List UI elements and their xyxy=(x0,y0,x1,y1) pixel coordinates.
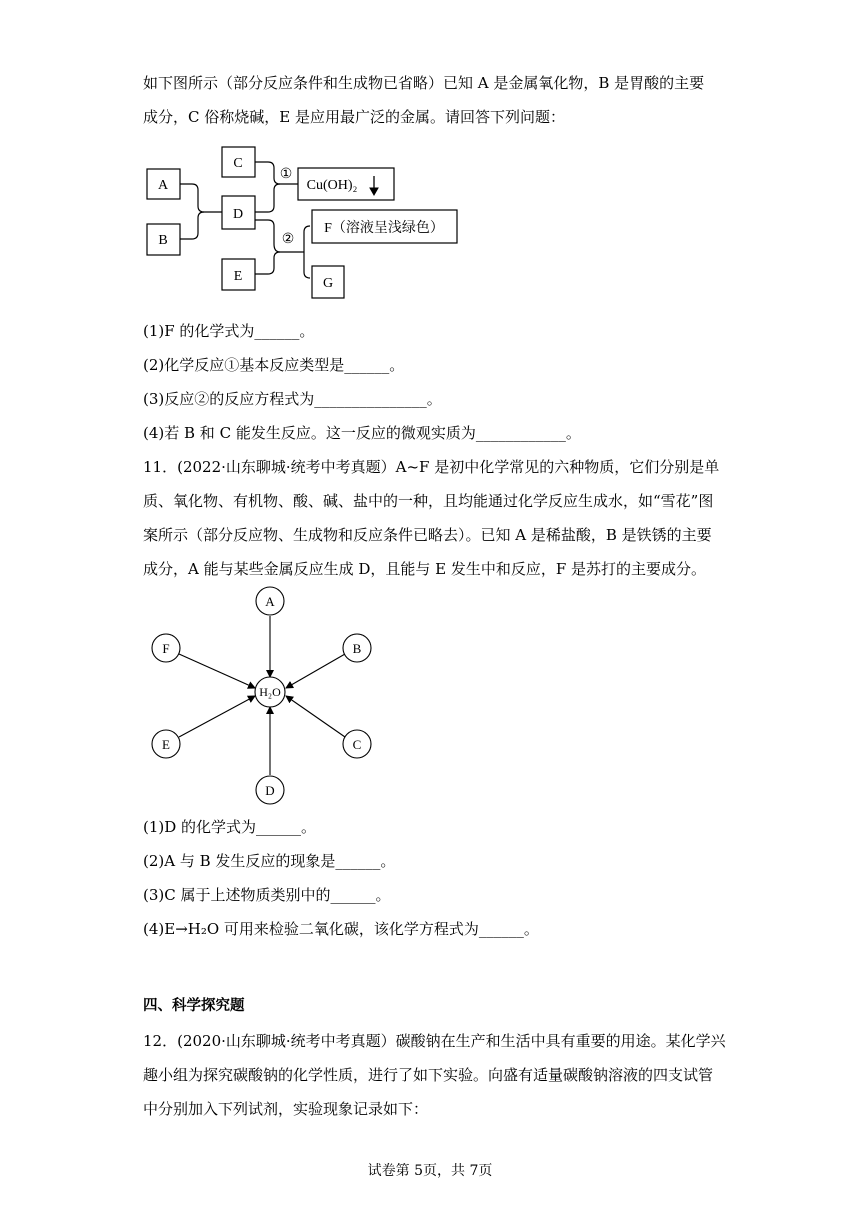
q10-sub2: (2)化学反应①基本反应类型是______。 xyxy=(143,356,405,374)
section-heading: 四、科学探究题 xyxy=(143,998,245,1014)
center-label: H₂O xyxy=(259,685,281,699)
q12-line1: 12．(2020·山东聊城·统考中考真题）碳酸钠在生产和生活中具有重要的用途。某化学兴 xyxy=(143,1032,726,1050)
q10-sub4: (4)若 B 和 C 能发生反应。这一反应的微观实质为____________。 xyxy=(143,424,581,442)
node-label-c: C xyxy=(352,737,362,752)
label-e: E xyxy=(233,269,243,284)
node-label-d: D xyxy=(265,783,275,798)
page-footer: 试卷第 5页，共 7页 xyxy=(367,1163,493,1179)
q11-line4: 成分，A 能与某些金属反应生成 D，且能与 E 发生中和反应，F 是苏打的主要成分。 xyxy=(143,560,707,578)
q11-sub2: (2)A 与 B 发生反应的现象是______。 xyxy=(143,852,396,870)
snowflake-diagram xyxy=(140,585,390,810)
q10-sub1: (1)F 的化学式为______。 xyxy=(143,322,315,340)
product1-label: Cu(OH)₂ xyxy=(306,178,358,193)
q11-sub1: (1)D 的化学式为______。 xyxy=(143,818,317,836)
q10-sub3: (3)反应②的反应方程式为_______________。 xyxy=(143,390,442,408)
reaction2-marker: ② xyxy=(281,232,295,247)
reaction-flow-diagram xyxy=(140,140,470,310)
q10-intro-line1: 如下图所示（部分反应条件和生成物已省略）已知 A 是金属氧化物，B 是胃酸的主要 xyxy=(143,74,705,92)
node-label-e: E xyxy=(162,737,170,752)
q10-intro-line2: 成分，C 俗称烧碱，E 是应用最广泛的金属。请回答下列问题： xyxy=(143,108,565,126)
q11-line1: 11．(2022·山东聊城·统考中考真题）A~F 是初中化学常见的六种物质，它们分别是单 xyxy=(143,458,720,476)
precipitate-arrow-icon xyxy=(370,176,378,195)
label-a: A xyxy=(157,178,169,193)
q12-line2: 趣小组为探究碳酸钠的化学性质，进行了如下实验。向盛有适量碳酸钠溶液的四支试管 xyxy=(143,1066,714,1084)
reaction1-marker: ① xyxy=(279,167,293,182)
label-c: C xyxy=(233,156,243,171)
product2-label: F（溶液呈浅绿色） xyxy=(324,221,444,236)
q11-line2: 质、氧化物、有机物、酸、碱、盐中的一种，且均能通过化学反应生成水，如“雪花”图 xyxy=(143,492,714,510)
node-label-a: A xyxy=(265,594,275,609)
q11-line3: 案所示（部分反应物、生成物和反应条件已略去）。已知 A 是稀盐酸，B 是铁锈的主要 xyxy=(143,526,712,544)
q12-line3: 中分别加入下列试剂，实验现象记录如下： xyxy=(143,1100,429,1118)
node-label-f: F xyxy=(162,641,170,656)
q11-sub3: (3)C 属于上述物质类别中的______。 xyxy=(143,886,391,904)
label-d: D xyxy=(232,207,244,222)
label-b: B xyxy=(158,233,168,248)
label-g: G xyxy=(322,276,334,291)
q11-sub4: (4)E→H₂O 可用来检验二氧化碳，该化学方程式为______。 xyxy=(143,920,539,938)
node-label-b: B xyxy=(352,641,362,656)
